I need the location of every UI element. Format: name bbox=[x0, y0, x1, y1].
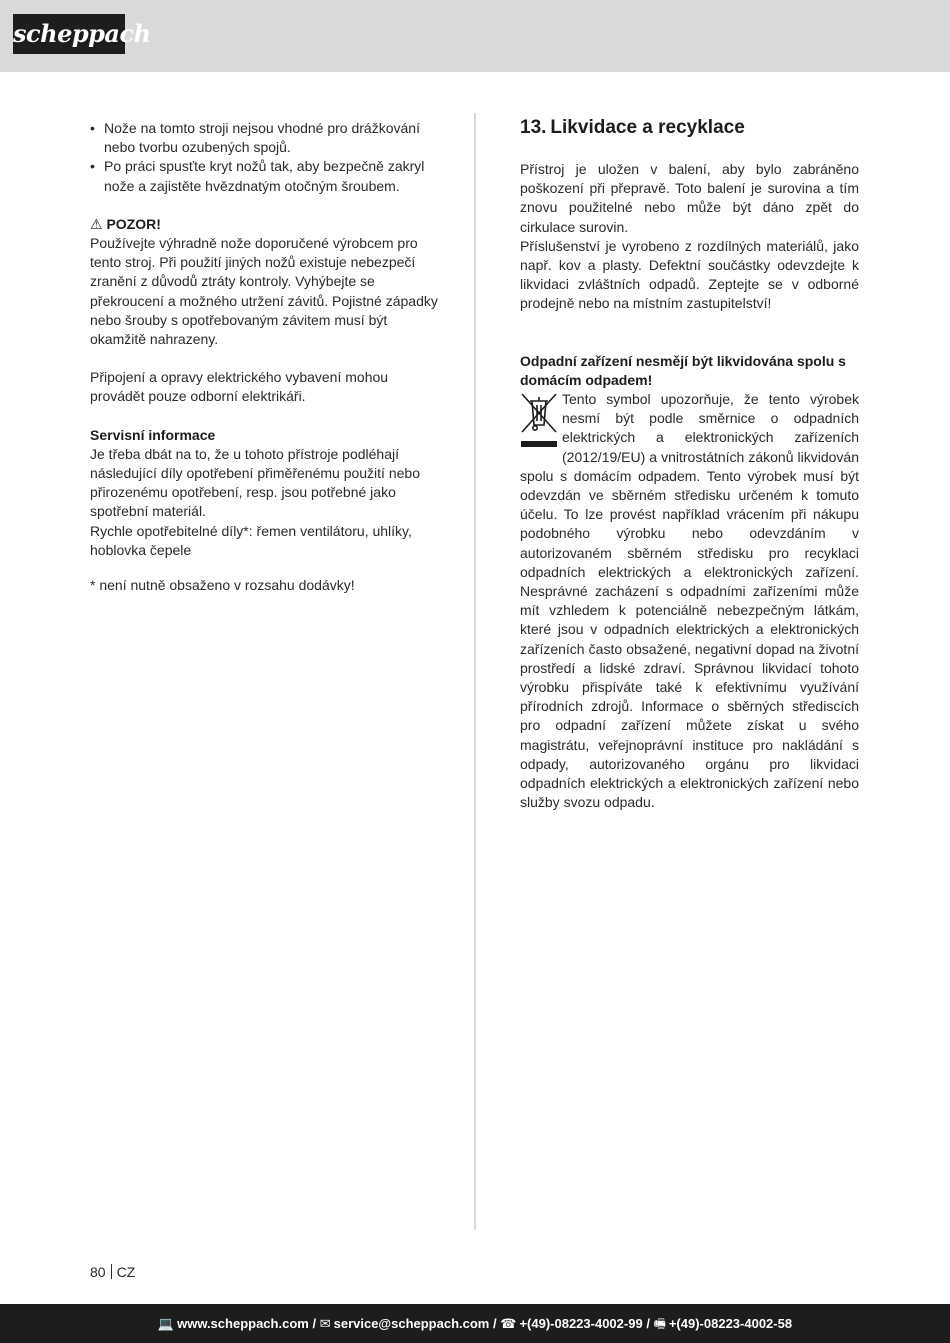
packaging-paragraph: Přístroj je uložen v balení, aby bylo zabráněno poškození při přepravě. Toto balení je surovina a tím znovu použitelné nebo může být dáno zpět do cirkulace surovin. bbox=[520, 161, 859, 235]
crossed-out-bin-icon bbox=[520, 392, 558, 450]
spacer bbox=[90, 407, 440, 426]
warning-text: Používejte výhradně nože doporučené výrobcem pro tento stroj. Při použití jiných nožů existuje nebezpečí zranění z důvodů ztráty kontroly. Vyhýbejte se překroucení a možného utržení závitů. Pojistné západky nebo šrouby s opotřebovaným závitem musí být okamžitě nahrazeny. bbox=[90, 235, 438, 348]
bullet-icon: • bbox=[90, 158, 95, 175]
fax-icon: 🖷 bbox=[653, 1316, 666, 1331]
page-header bbox=[0, 0, 950, 72]
separator: / bbox=[312, 1316, 317, 1331]
weee-title: Odpadní zařízení nesmějí být likvidována spolu s domácím odpadem! bbox=[520, 352, 846, 388]
footnote: * není nutně obsaženo v rozsahu dodávky! bbox=[90, 577, 355, 594]
column-divider bbox=[474, 113, 476, 1230]
spacer bbox=[90, 349, 440, 368]
warning-triangle-icon: ⚠ bbox=[90, 215, 103, 232]
fax-number: +(49)-08223-4002-58 bbox=[668, 1316, 793, 1331]
page-footer-label bbox=[90, 1264, 135, 1280]
separator: / bbox=[646, 1316, 650, 1331]
weee-block bbox=[520, 390, 859, 812]
left-column bbox=[90, 119, 440, 595]
separator: / bbox=[493, 1316, 497, 1331]
page-number: 80 bbox=[90, 1264, 106, 1280]
bullet-text: Nože na tomto stroji nejsou vhodné pro drážkování nebo tvorbu ozubených spojů. bbox=[104, 120, 420, 156]
spacer bbox=[520, 314, 859, 352]
wear-parts-text: Rychle opotřebitelné díly*: řemen ventilátoru, uhlíky, hoblovka čepele bbox=[90, 522, 412, 558]
page-separator bbox=[111, 1264, 112, 1279]
bullet-icon: • bbox=[90, 120, 95, 136]
email-icon: ✉ bbox=[319, 1316, 331, 1331]
language-code: CZ bbox=[116, 1264, 136, 1280]
contact-bar bbox=[0, 1304, 950, 1343]
phone-icon: ☎ bbox=[500, 1316, 517, 1331]
service-title: Servisní informace bbox=[90, 426, 216, 443]
spacer bbox=[90, 196, 440, 215]
electrical-text: Připojení a opravy elektrického vybavení mohou provádět pouze odborní elektrikáři. bbox=[90, 369, 389, 405]
warning-title: POZOR! bbox=[106, 215, 161, 232]
list-item bbox=[90, 157, 440, 195]
website-link[interactable]: www.scheppach.com bbox=[177, 1316, 309, 1331]
bullet-text: Po práci spusťte kryt nožů tak, aby bezpečně zakryl nože a zajistěte hvězdnatým otočným šroubem. bbox=[104, 158, 425, 194]
phone-number: +(49)-08223-4002-99 bbox=[519, 1316, 643, 1331]
accessories-paragraph: Příslušenství je vyrobeno z rozdílných materiálů, jako např. kov a plasty. Defektní součástky odevzdejte k likvidaci zvláštních odpadů. Zeptejte se v odborné prodejně nebo na místním zastupitelství! bbox=[520, 237, 859, 312]
section-title: Likvidace a recyklace bbox=[550, 117, 745, 138]
section-number: 13. bbox=[520, 117, 547, 138]
right-column bbox=[520, 116, 859, 813]
email-link[interactable]: service@scheppach.com bbox=[333, 1316, 490, 1331]
warning-heading bbox=[90, 215, 440, 234]
safety-bullet-list bbox=[90, 119, 440, 196]
service-text: Je třeba dbát na to, že u tohoto přístroje podléhají následující díly opotřebení přiměřenému použití nebo přirozenému opotřebení, resp. jsou potřebné jako spotřební materiál. bbox=[90, 445, 420, 520]
spacer bbox=[90, 560, 440, 576]
weee-text: Tento symbol upozorňuje, že tento výrobek nesmí být podle směrnice o odpadních elektrických a elektronických zařízeních (2012/19/EU) a vnitrostátních zákonů likvidován spolu s domácím odpadem. Tento výrobek musí být odevzdán ve sběrném středisku určeném k tomuto účelu. To lze provést například vrácením při nákupu podobného výrobku nebo odevzdáním v autorizovaném sběrném středisku pro recyklaci odpadních elektrických a elektronických zařízení. Nesprávné zacházení s odpadními zařízeními může mít vzhledem k potenciálně nebezpečným látkám, které jsou v odpadních elektrických a elektronických zařízeních často obsažené, negativní dopad na životní prostředí a lidské zdraví. Správnou likvidací tohoto výrobku přispíváte také k efektivnímu využívání přírodních zdrojů. Informace o sběrných střediscích pro odpadní zařízení můžete získat u svého magistrátu, veřejnoprávní instituce pro nakládání s odpady, autorizovaného orgánu pro likvidaci odpadních elektrických a elektronických zařízení nebo služby svozu odpadu. bbox=[520, 391, 859, 811]
computer-icon: 💻 bbox=[157, 1316, 175, 1331]
scheppach-logo: scheppach bbox=[13, 14, 125, 54]
list-item bbox=[90, 119, 440, 157]
section-heading bbox=[520, 116, 859, 140]
